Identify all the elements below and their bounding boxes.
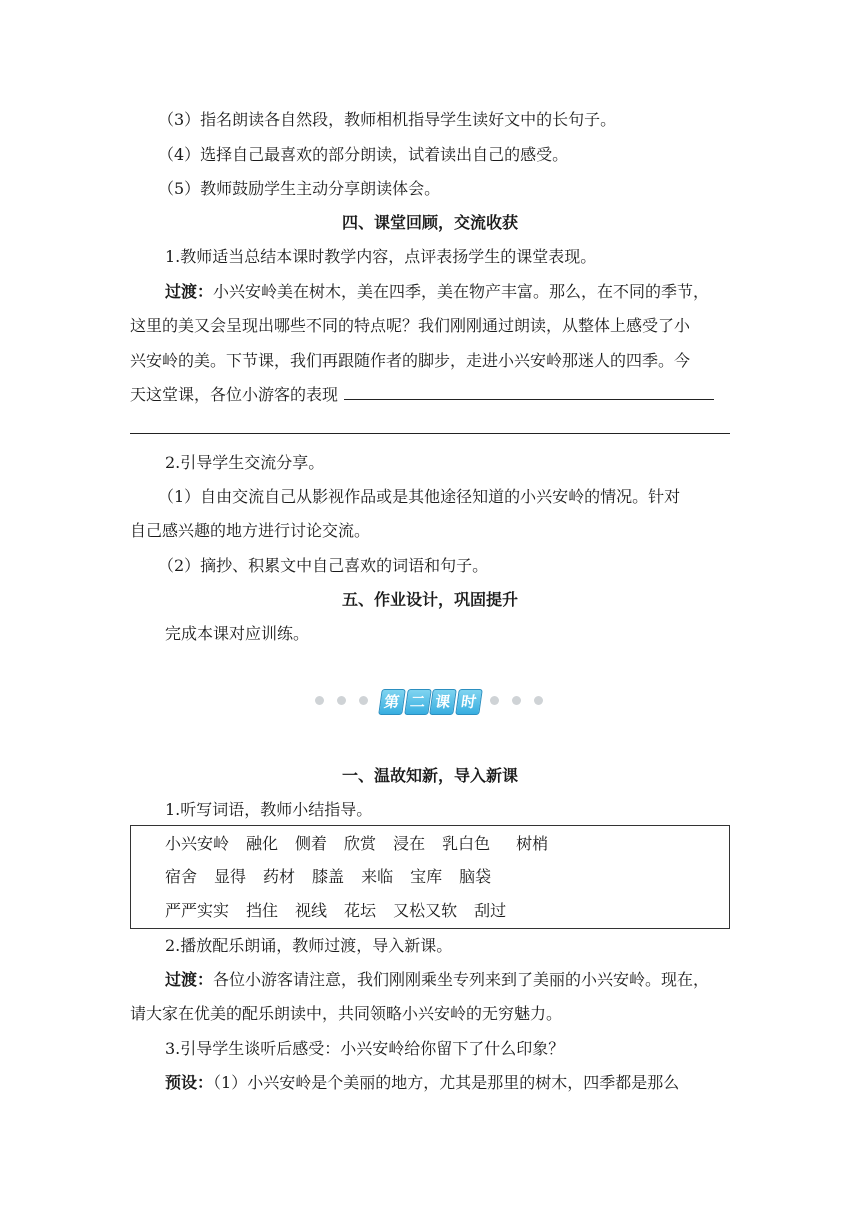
badge-char: 二 [404, 689, 431, 715]
fill-in-blank [344, 385, 714, 400]
section-heading: 一、温故知新，导入新课 [341, 766, 518, 785]
vocab-word: 花坛 [344, 901, 377, 920]
vocab-word: 显得 [214, 867, 247, 886]
paragraph-text: 天这堂课，各位小游客的表现 [130, 385, 339, 404]
paragraph-text: 兴安岭的美。下节课，我们再跟随作者的脚步，走进小兴安岭那迷人的四季。今 [130, 351, 691, 370]
vocab-word: 融化 [246, 834, 279, 853]
paragraph: （1）自由交流自己从影视作品或是其他途径知道的小兴安岭的情况。针对 [158, 487, 681, 506]
lesson-banner [310, 686, 550, 716]
paragraph: 2.引导学生交流分享。 [165, 453, 325, 472]
vocab-word: 来临 [361, 867, 394, 886]
vocab-word: 小兴安岭 [165, 834, 230, 853]
paragraph-text: 自己感兴趣的地方进行讨论交流。 [130, 521, 371, 540]
paragraph: 2.播放配乐朗诵，教师过渡，导入新课。 [165, 936, 453, 955]
vocab-word: 严严实实 [165, 901, 230, 920]
paragraph-text: 请大家在优美的配乐朗读中，共同领略小兴安岭的无穷魅力。 [130, 1004, 563, 1023]
decor-dot [534, 696, 543, 705]
preset-label: 预设： [165, 1073, 214, 1092]
transition-paragraph [165, 282, 730, 302]
transition-label: 过渡： [165, 282, 214, 301]
section-heading: 五、作业设计，巩固提升 [341, 590, 518, 609]
paragraph: （2）摘抄、积累文中自己喜欢的词语和句子。 [158, 556, 489, 575]
decor-dot [359, 696, 368, 705]
vocab-word: 又松又软 [393, 901, 458, 920]
vocab-word: 宝库 [410, 867, 443, 886]
decor-dot [490, 696, 499, 705]
vocab-word: 脑袋 [459, 867, 492, 886]
vocab-word: 欣赏 [344, 834, 377, 853]
decor-dot [315, 696, 324, 705]
vocab-word: 树梢 [516, 834, 549, 853]
paragraph: （5）教师鼓励学生主动分享朗读体会。 [158, 179, 441, 198]
paragraph-text: （1）小兴安岭是个美丽的地方，尤其是那里的树木，四季都是那么 [213, 1073, 680, 1092]
vocabulary-row [165, 834, 565, 854]
transition-label: 过渡： [165, 970, 214, 989]
paragraph-text: 这里的美又会呈现出哪些不同的特点呢？我们刚刚通过朗读，从整体上感受了小 [130, 316, 691, 335]
badge-char: 第 [378, 689, 405, 715]
vocab-word: 膝盖 [312, 867, 345, 886]
paragraph-text: 小兴安岭美在树木，美在四季，美在物产丰富。那么，在不同的季节， [213, 282, 710, 301]
paragraph-text: 各位小游客请注意，我们刚刚乘坐专列来到了美丽的小兴安岭。现在， [213, 970, 710, 989]
vocab-word: 侧着 [295, 834, 328, 853]
badge-char: 时 [455, 689, 482, 715]
paragraph: （4）选择自己最喜欢的部分朗读，试着读出自己的感受。 [158, 145, 569, 164]
vocab-word: 乳白色 [442, 834, 491, 853]
vocab-word: 宿舍 [165, 867, 198, 886]
vocabulary-row [165, 901, 523, 921]
vocab-word: 挡住 [246, 901, 279, 920]
vocab-word: 浸在 [393, 834, 426, 853]
paragraph: 完成本课对应训练。 [165, 624, 310, 643]
vocab-word: 药材 [263, 867, 296, 886]
paragraph: 1.听写词语，教师小结指导。 [165, 800, 373, 819]
vocabulary-row [165, 867, 508, 887]
preset-paragraph [165, 1073, 730, 1093]
paragraph-text [130, 385, 730, 405]
vocab-word: 视线 [295, 901, 328, 920]
vocab-word: 刮过 [474, 901, 507, 920]
transition-paragraph [165, 970, 730, 990]
decor-dot [337, 696, 346, 705]
decor-dot [512, 696, 521, 705]
badge-char: 课 [429, 689, 456, 715]
paragraph: 1.教师适当总结本课时教学内容，点评表扬学生的课堂表现。 [165, 247, 597, 266]
section-heading: 四、课堂回顾，交流收获 [341, 213, 518, 232]
lesson-badge [380, 686, 480, 716]
paragraph: 3.引导学生谈听后感受：小兴安岭给你留下了什么印象？ [165, 1039, 565, 1058]
fill-in-line [130, 433, 730, 434]
paragraph: （3）指名朗读各自然段，教师相机指导学生读好文中的长句子。 [158, 110, 617, 129]
